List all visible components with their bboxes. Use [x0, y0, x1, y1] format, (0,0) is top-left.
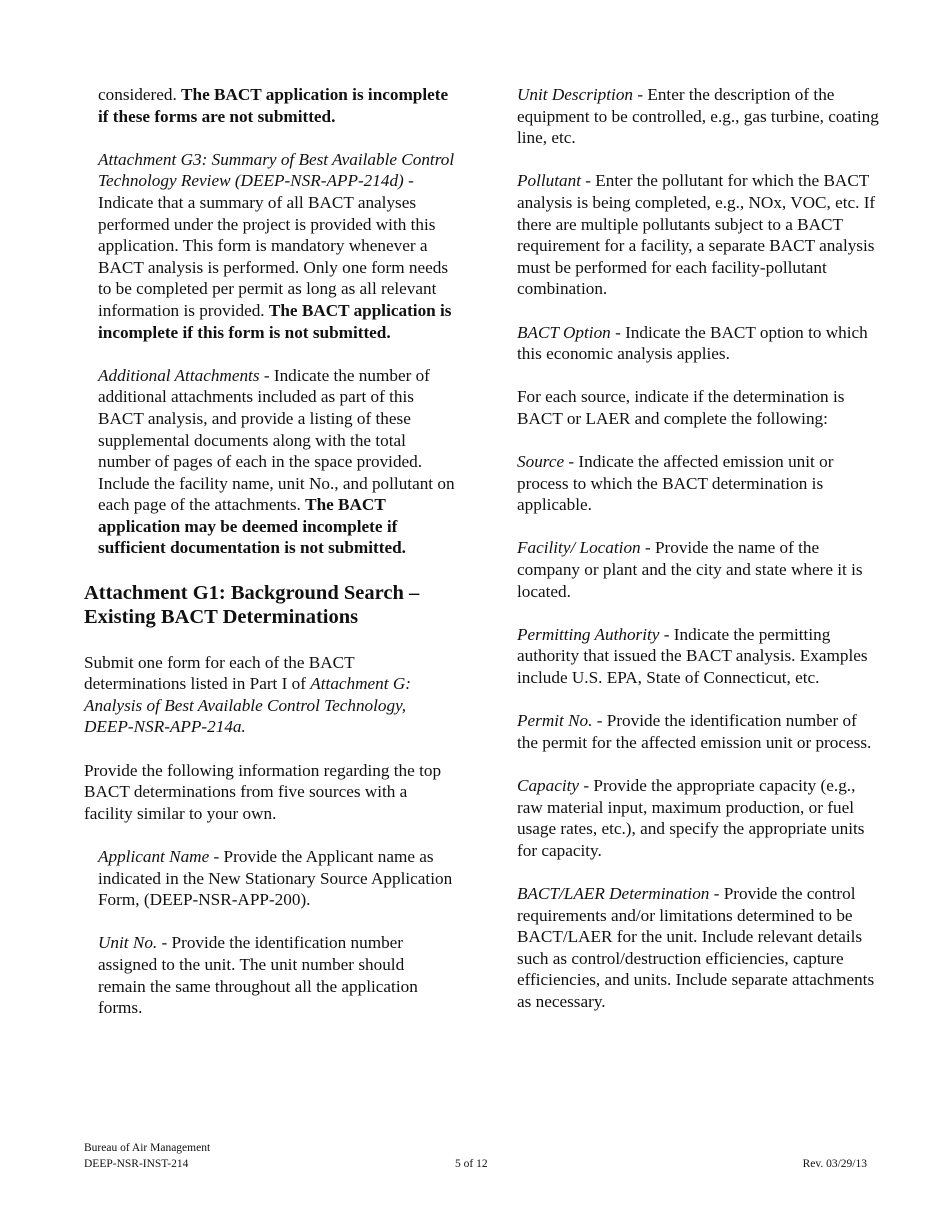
footer-revision: Rev. 03/29/13 [802, 1157, 867, 1170]
paragraph-capacity [517, 775, 882, 861]
paragraph-additional-attachments [98, 365, 456, 559]
right-column [517, 84, 882, 1034]
paragraph-unit-description [517, 84, 882, 149]
footer-doc-id: DEEP-NSR-INST-214 [84, 1157, 189, 1170]
bold-warning: The BACT application may be deemed incomplete if sufficient documentation is not submitted. [98, 495, 406, 558]
paragraph-submit-one-form [84, 652, 456, 738]
paragraph-text: - Indicate the permitting authority that issued the BACT analysis. Examples include U.S. EPA, State of Connecticut, etc. [517, 624, 868, 688]
paragraph-text: - Provide the name of the company or plant and the city and state where it is located. [517, 538, 863, 601]
term-capacity: Capacity [517, 776, 580, 795]
paragraph-bact-option [517, 322, 882, 365]
left-column [84, 84, 456, 1040]
term-applicant-name: Applicant Name [98, 847, 210, 866]
term-facility-location: Facility/ Location [517, 538, 641, 558]
paragraph-text: - Indicate the number of additional attachments included as part of this BACT analysis, and provide a listing of these supplemental documents along with the total number of pages of each in the space provided. Include the facility name, unit No., and pollutant on each page of the attachments. [98, 365, 455, 515]
paragraph-text: - Indicate the affected emission unit or process to which the BACT determination is applicable. [517, 452, 834, 515]
term-attachment-g3: Attachment G3: Summary of Best Available Control Technology Review (DEEP-NSR-APP-214d) [98, 149, 455, 191]
paragraph-text: Provide the identification number assigned to the unit. The unit number should remain the same throughout all the application forms. [98, 933, 418, 1018]
paragraph-text: Submit one form for each of the BACT determinations listed in Part I of [84, 652, 355, 694]
paragraph-permitting-authority [517, 624, 882, 689]
term-pollutant: Pollutant [517, 171, 581, 191]
paragraph-bact-laer-determination [517, 883, 882, 1013]
term-permit-no: Permit No. [517, 711, 593, 731]
paragraph-text: considered. [98, 85, 182, 104]
term-source: Source [517, 452, 565, 472]
term-bact-option: BACT Option [517, 322, 611, 342]
paragraph-provide-info: Provide the following information regarding the top BACT determinations from five sources with a facility similar to your own. [84, 760, 442, 823]
paragraph-facility-location [517, 537, 882, 602]
paragraph-text: - Provide the appropriate capacity (e.g., raw material input, maximum production, or fuel usage rates, etc.), and specify the appropriate units for capacity. [517, 776, 865, 860]
paragraph-unit-no [98, 932, 456, 1018]
paragraph-source [517, 451, 882, 516]
footer-bureau: Bureau of Air Management [84, 1142, 211, 1154]
bold-warning: The BACT application is incomplete if this form is not submitted. [98, 300, 452, 342]
paragraph-attachment-g3 [98, 149, 456, 343]
paragraph-text: - Provide the identification number of the permit for the affected emission unit or process. [517, 711, 872, 752]
paragraph-permit-no [517, 710, 882, 753]
paragraph-text: - Enter the description of the equipment to be controlled, e.g., gas turbine, coating line, etc. [517, 85, 879, 148]
term-unit-description: Unit Description [517, 85, 634, 104]
footer-page-number: 5 of 12 [455, 1157, 488, 1170]
page-footer [84, 1141, 867, 1172]
paragraph-text: - Indicate the BACT option to which this economic analysis applies. [517, 322, 868, 364]
term-additional-attachments: Additional Attachments [98, 365, 260, 385]
paragraph-pollutant [517, 170, 882, 300]
italic-reference: Attachment G: Analysis of Best Available Control Technology, DEEP-NSR-APP-214a. [84, 674, 411, 737]
paragraph-forms-incomplete [98, 84, 456, 127]
section-heading: Attachment G1: Background Search – Existing BACT Determinations [84, 581, 420, 629]
paragraph-text: - Indicate that a summary of all BACT analyses performed under the project is provided with this application. This form is mandatory whenever a BACT analysis is performed. Only one form needs to be completed per permit as long as all relevant information is provided. [98, 171, 449, 320]
paragraph-applicant-name [98, 846, 456, 911]
term-permitting-authority: Permitting Authority [517, 624, 660, 644]
paragraph-text: - Enter the pollutant for which the BACT analysis is being completed, e.g., NOx, VOC, etc. If there are multiple pollutants subject to a BACT requirement for a facility, a separate BACT analysis must be performed for each facility-pollutant combination. [517, 171, 876, 299]
bold-warning: The BACT application is incomplete if these forms are not submitted. [98, 85, 449, 126]
term-unit-no: Unit No. - [98, 933, 168, 953]
paragraph-each-source: For each source, indicate if the determination is BACT or LAER and complete the following: [517, 387, 845, 428]
paragraph-text: - Provide the control requirements and/or limitations determined to be BACT/LAER for the unit. Include relevant details such as control/destruction efficiencies, capture efficiencies, and units. Include separate attachments as necessary. [517, 883, 875, 1011]
paragraph-text: - Provide the Applicant name as indicated in the New Stationary Source Application Form, (DEEP-NSR-APP-200). [98, 847, 453, 910]
term-bact-laer-determination: BACT/LAER Determination [517, 883, 710, 903]
